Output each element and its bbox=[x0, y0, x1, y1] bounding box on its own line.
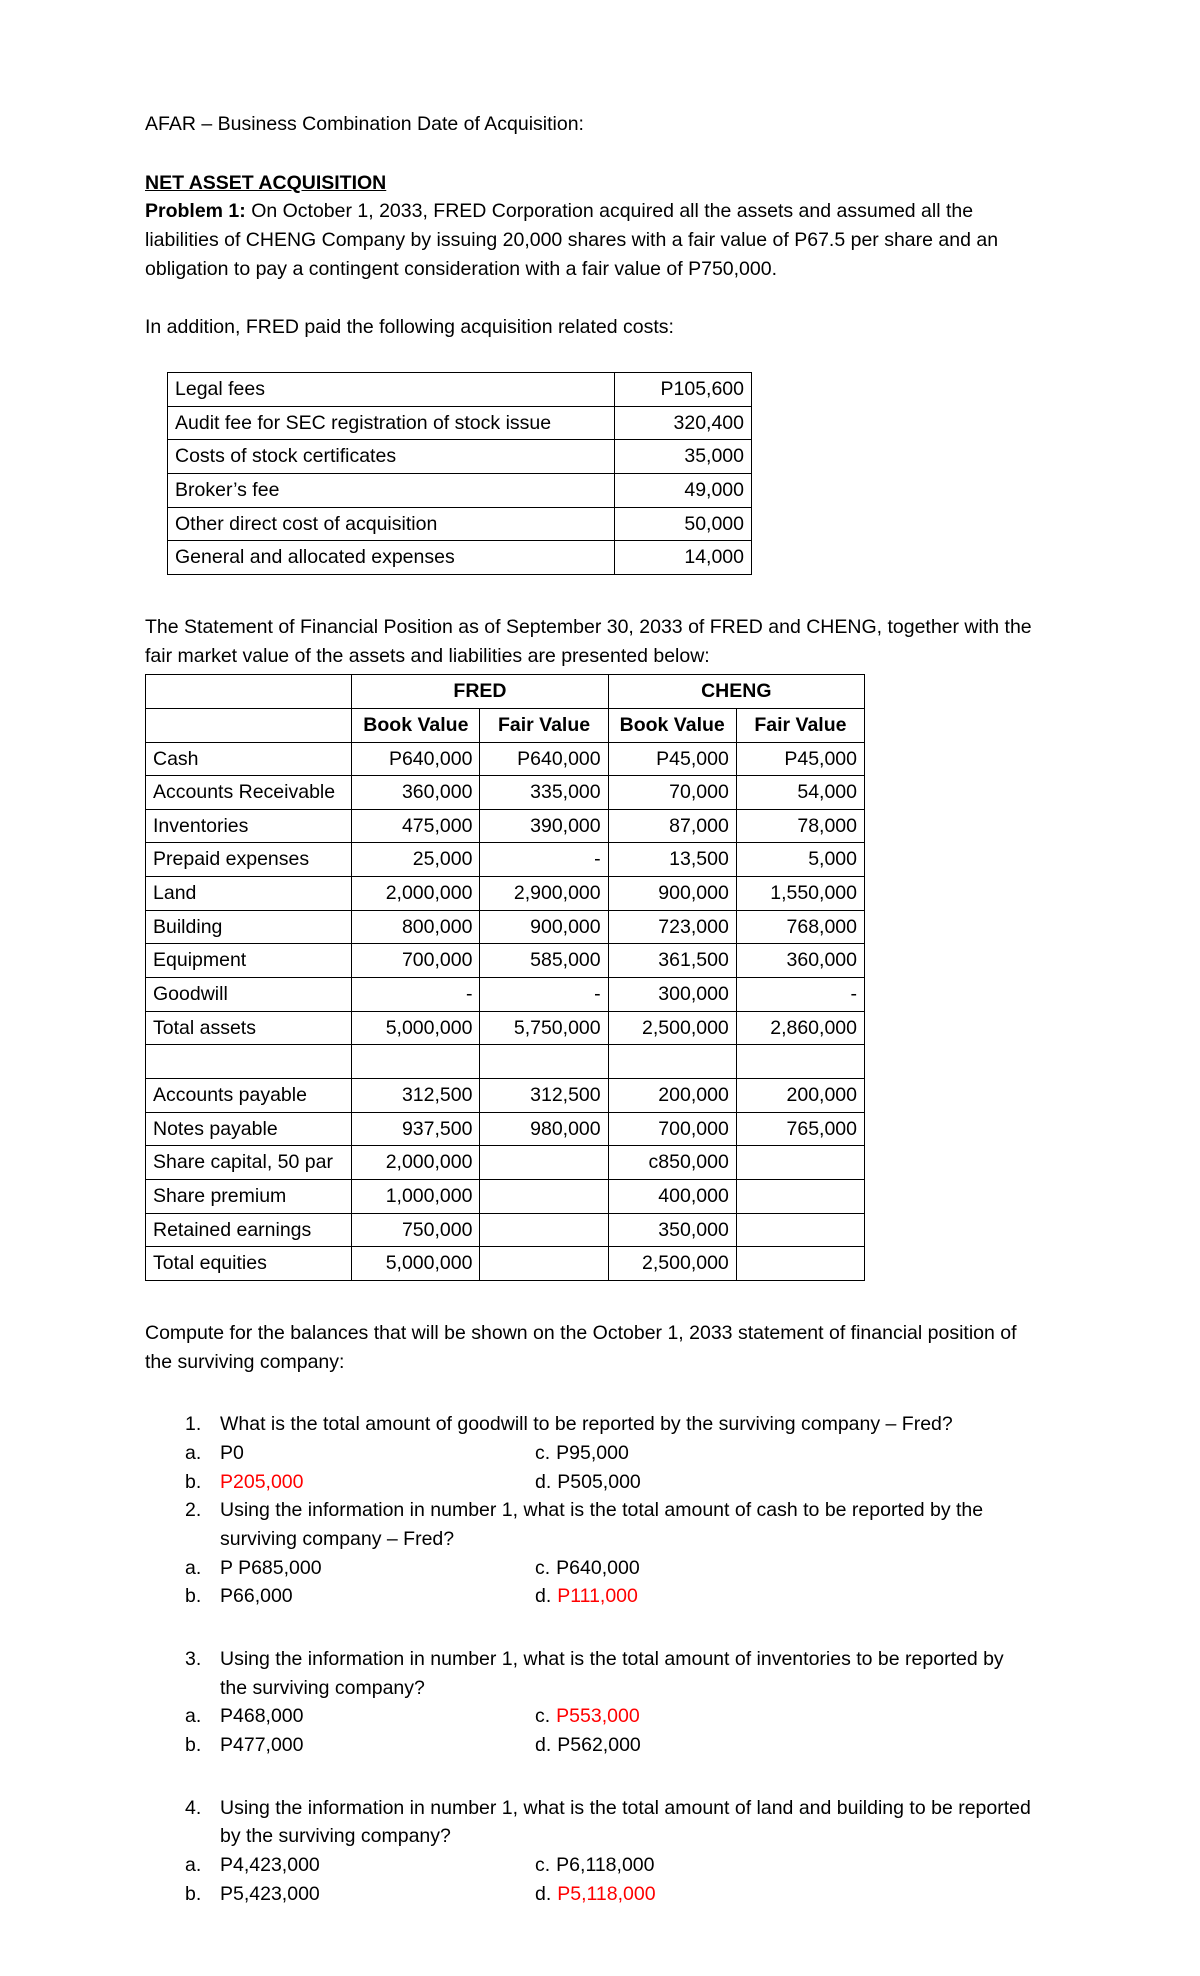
cell-fred-fair: 980,000 bbox=[480, 1112, 608, 1146]
cell-fred-book: 2,000,000 bbox=[352, 877, 480, 911]
table-row bbox=[146, 1112, 865, 1146]
question-text: Using the information in number 1, what is the total amount of cash to be reported by the surviving company – Fred? bbox=[220, 1499, 984, 1550]
section-heading bbox=[145, 169, 1035, 198]
table-row bbox=[146, 978, 865, 1012]
problem-paragraph bbox=[145, 197, 1035, 283]
option-letter-a: a. bbox=[185, 1556, 202, 1579]
document-body bbox=[145, 110, 1035, 1908]
option-row bbox=[180, 1554, 1035, 1583]
question-number: 3. bbox=[185, 1647, 202, 1670]
table-row bbox=[146, 1213, 865, 1247]
option-letter-b: b. bbox=[185, 1470, 202, 1493]
question-item bbox=[180, 1794, 1035, 1909]
option-d[interactable] bbox=[535, 1880, 1035, 1909]
option-b[interactable] bbox=[180, 1731, 535, 1760]
question-item bbox=[180, 1645, 1035, 1760]
option-letter-d: d. bbox=[535, 1585, 552, 1608]
header-fred-book-value: Book Value bbox=[352, 708, 480, 742]
cell-cheng-fair: 2,860,000 bbox=[736, 1011, 864, 1045]
question-prompt-line bbox=[180, 1645, 1035, 1702]
option-c[interactable] bbox=[535, 1554, 1035, 1583]
cell-cheng-fair: 5,000 bbox=[736, 843, 864, 877]
cell-cheng-book: 700,000 bbox=[608, 1112, 736, 1146]
row-label: Retained earnings bbox=[146, 1213, 352, 1247]
row-label: Building bbox=[146, 910, 352, 944]
cell-fred-fair bbox=[480, 1180, 608, 1214]
table-row bbox=[146, 1079, 865, 1113]
cell-cheng-book: 400,000 bbox=[608, 1180, 736, 1214]
cell-fred-book: 2,000,000 bbox=[352, 1146, 480, 1180]
problem-label: Problem 1: bbox=[145, 200, 246, 223]
spacer bbox=[145, 139, 1035, 169]
spacer bbox=[180, 1611, 1035, 1645]
cost-label: General and allocated expenses bbox=[168, 541, 615, 575]
cell-fred-book: 800,000 bbox=[352, 910, 480, 944]
cell-fred-book: 5,000,000 bbox=[352, 1011, 480, 1045]
question-text: Using the information in number 1, what is the total amount of inventories to be reported by the surviving company? bbox=[220, 1647, 1004, 1699]
questions-list bbox=[145, 1410, 1035, 1908]
table-row bbox=[168, 507, 752, 541]
cost-label: Broker’s fee bbox=[168, 473, 615, 507]
row-label: Accounts Receivable bbox=[146, 776, 352, 810]
table-spacer-row bbox=[146, 1045, 865, 1079]
cost-label: Costs of stock certificates bbox=[168, 440, 615, 474]
question-prompt-line bbox=[180, 1794, 1035, 1851]
cell-cheng-book: 300,000 bbox=[608, 978, 736, 1012]
cell-fred-book: 5,000,000 bbox=[352, 1247, 480, 1281]
table-row bbox=[168, 440, 752, 474]
section-heading-text: NET ASSET ACQUISITION bbox=[145, 171, 387, 194]
option-d[interactable] bbox=[535, 1582, 1035, 1611]
spacer bbox=[145, 283, 1035, 313]
cell-cheng-fair: 78,000 bbox=[736, 809, 864, 843]
option-row bbox=[180, 1468, 1035, 1497]
financial-position-table bbox=[145, 674, 865, 1281]
spacer bbox=[145, 575, 1035, 613]
cell-fred-book: 360,000 bbox=[352, 776, 480, 810]
table-row bbox=[146, 944, 865, 978]
cell-fred-fair bbox=[480, 1247, 608, 1281]
cost-amount: P105,600 bbox=[615, 372, 752, 406]
cell-fred-book: 937,500 bbox=[352, 1112, 480, 1146]
question-number: 2. bbox=[185, 1499, 202, 1522]
cell-fred-book: 475,000 bbox=[352, 809, 480, 843]
row-label: Inventories bbox=[146, 809, 352, 843]
option-d[interactable] bbox=[535, 1468, 1035, 1497]
problem-text: On October 1, 2033, FRED Corporation acquired all the assets and assumed all the liabilities of CHENG Company by issuing 20,000 shares with a fair value of P67.5 per share and an obligation to pay a contingent consideration with a fair value of P750,000. bbox=[145, 200, 999, 280]
cell-fred-book: 1,000,000 bbox=[352, 1180, 480, 1214]
header-company-cheng: CHENG bbox=[608, 675, 864, 709]
document-header-line: AFAR – Business Combination Date of Acquisition: bbox=[145, 113, 584, 135]
cell-fred-book: P640,000 bbox=[352, 742, 480, 776]
cell-fred-fair: 312,500 bbox=[480, 1079, 608, 1113]
spacer bbox=[145, 1281, 1035, 1319]
row-label: Total assets bbox=[146, 1011, 352, 1045]
option-letter-d: d. bbox=[535, 1882, 552, 1905]
header-cheng-fair-value: Fair Value bbox=[736, 708, 864, 742]
option-c[interactable] bbox=[535, 1439, 1035, 1468]
option-text-d: P5,118,000 bbox=[557, 1882, 656, 1905]
table-row bbox=[146, 910, 865, 944]
option-letter-d: d. bbox=[535, 1733, 552, 1756]
table-row bbox=[146, 1011, 865, 1045]
cost-label: Audit fee for SEC registration of stock issue bbox=[168, 406, 615, 440]
cost-label: Other direct cost of acquisition bbox=[168, 507, 615, 541]
question-item bbox=[180, 1410, 1035, 1496]
option-b[interactable] bbox=[180, 1468, 535, 1497]
cell-fred-book: 312,500 bbox=[352, 1079, 480, 1113]
option-d[interactable] bbox=[535, 1731, 1035, 1760]
cell-fred-fair bbox=[480, 1213, 608, 1247]
option-text-d: P562,000 bbox=[557, 1733, 641, 1756]
option-text-c: P95,000 bbox=[556, 1441, 629, 1464]
cell-cheng-fair: 54,000 bbox=[736, 776, 864, 810]
cell-cheng-fair bbox=[736, 1180, 864, 1214]
table-row bbox=[168, 473, 752, 507]
option-letter-b: b. bbox=[185, 1585, 202, 1608]
header-blank-cell-2 bbox=[146, 708, 352, 742]
table-row bbox=[146, 742, 865, 776]
option-letter-d: d. bbox=[535, 1470, 552, 1493]
cell-cheng-book: 13,500 bbox=[608, 843, 736, 877]
table-row bbox=[146, 877, 865, 911]
row-label: Notes payable bbox=[146, 1112, 352, 1146]
option-text-b: P205,000 bbox=[220, 1470, 304, 1493]
spacer-cell bbox=[608, 1045, 736, 1079]
row-label: Total equities bbox=[146, 1247, 352, 1281]
costs-intro: In addition, FRED paid the following acquisition related costs: bbox=[145, 316, 674, 339]
cell-cheng-fair: 768,000 bbox=[736, 910, 864, 944]
question-text: Using the information in number 1, what is the total amount of land and building to be reported by the surviving company? bbox=[220, 1796, 1031, 1848]
spacer-cell bbox=[736, 1045, 864, 1079]
option-text-a: P468,000 bbox=[220, 1705, 304, 1728]
row-label: Share capital, 50 par bbox=[146, 1146, 352, 1180]
cell-fred-book: 25,000 bbox=[352, 843, 480, 877]
option-a[interactable] bbox=[180, 1554, 535, 1583]
option-letter-a: a. bbox=[185, 1853, 202, 1876]
table-header-row-columns bbox=[146, 708, 865, 742]
option-letter-c: c. bbox=[535, 1441, 551, 1464]
option-text-c: P6,118,000 bbox=[556, 1853, 655, 1876]
cell-fred-fair: 390,000 bbox=[480, 809, 608, 843]
option-row bbox=[180, 1702, 1035, 1731]
cost-amount: 14,000 bbox=[615, 541, 752, 575]
question-number: 4. bbox=[185, 1796, 202, 1819]
cell-fred-fair: - bbox=[480, 843, 608, 877]
cell-cheng-book: 361,500 bbox=[608, 944, 736, 978]
cell-cheng-book: P45,000 bbox=[608, 742, 736, 776]
option-text-d: P111,000 bbox=[557, 1585, 638, 1608]
cell-cheng-book: c850,000 bbox=[608, 1146, 736, 1180]
cell-fred-fair: P640,000 bbox=[480, 742, 608, 776]
option-text-b: P477,000 bbox=[220, 1733, 304, 1756]
cell-cheng-fair: 765,000 bbox=[736, 1112, 864, 1146]
table-row bbox=[168, 541, 752, 575]
table-row bbox=[146, 809, 865, 843]
spacer-cell bbox=[146, 1045, 352, 1079]
option-text-c: P553,000 bbox=[556, 1705, 640, 1728]
option-row bbox=[180, 1439, 1035, 1468]
header-blank-cell bbox=[146, 675, 352, 709]
question-prompt-line bbox=[180, 1410, 1035, 1439]
question-item bbox=[180, 1496, 1035, 1611]
option-letter-c: c. bbox=[535, 1705, 551, 1728]
question-prompt-line bbox=[180, 1496, 1035, 1553]
spacer bbox=[180, 1760, 1035, 1794]
option-row bbox=[180, 1851, 1035, 1880]
option-b[interactable] bbox=[180, 1880, 535, 1909]
row-label: Goodwill bbox=[146, 978, 352, 1012]
table-row bbox=[168, 372, 752, 406]
cell-fred-fair: - bbox=[480, 978, 608, 1012]
row-label: Land bbox=[146, 877, 352, 911]
cell-cheng-book: 87,000 bbox=[608, 809, 736, 843]
cell-cheng-book: 70,000 bbox=[608, 776, 736, 810]
option-letter-c: c. bbox=[535, 1556, 551, 1579]
cell-cheng-book: 2,500,000 bbox=[608, 1011, 736, 1045]
option-text-a: P0 bbox=[220, 1441, 244, 1464]
cell-fred-book: 750,000 bbox=[352, 1213, 480, 1247]
row-label: Prepaid expenses bbox=[146, 843, 352, 877]
table-row bbox=[146, 843, 865, 877]
acquisition-costs-table bbox=[167, 372, 752, 575]
cell-fred-fair: 585,000 bbox=[480, 944, 608, 978]
row-label: Cash bbox=[146, 742, 352, 776]
cell-cheng-book: 2,500,000 bbox=[608, 1247, 736, 1281]
cost-amount: 50,000 bbox=[615, 507, 752, 541]
option-text-b: P5,423,000 bbox=[220, 1882, 320, 1905]
cell-cheng-fair: - bbox=[736, 978, 864, 1012]
option-text-a: P P685,000 bbox=[220, 1556, 322, 1579]
spacer-cell bbox=[352, 1045, 480, 1079]
cell-cheng-fair bbox=[736, 1146, 864, 1180]
cell-cheng-fair bbox=[736, 1213, 864, 1247]
cost-table-wrapper bbox=[145, 372, 1035, 575]
option-a[interactable] bbox=[180, 1851, 535, 1880]
cell-cheng-fair bbox=[736, 1247, 864, 1281]
cell-cheng-fair: 360,000 bbox=[736, 944, 864, 978]
option-row bbox=[180, 1582, 1035, 1611]
row-label: Accounts payable bbox=[146, 1079, 352, 1113]
cell-fred-fair: 900,000 bbox=[480, 910, 608, 944]
option-a[interactable] bbox=[180, 1439, 535, 1468]
table-header-row-companies bbox=[146, 675, 865, 709]
option-b[interactable] bbox=[180, 1582, 535, 1611]
option-text-c: P640,000 bbox=[556, 1556, 640, 1579]
header-fred-fair-value: Fair Value bbox=[480, 708, 608, 742]
cell-cheng-book: 723,000 bbox=[608, 910, 736, 944]
cell-fred-book: - bbox=[352, 978, 480, 1012]
cell-fred-fair: 2,900,000 bbox=[480, 877, 608, 911]
table-row bbox=[146, 1247, 865, 1281]
cell-cheng-book: 900,000 bbox=[608, 877, 736, 911]
question-text: What is the total amount of goodwill to be reported by the surviving company – Fred? bbox=[220, 1413, 953, 1436]
cost-amount: 49,000 bbox=[615, 473, 752, 507]
cell-fred-book: 700,000 bbox=[352, 944, 480, 978]
cell-fred-fair: 335,000 bbox=[480, 776, 608, 810]
cell-cheng-book: 350,000 bbox=[608, 1213, 736, 1247]
question-number: 1. bbox=[185, 1413, 202, 1436]
cell-cheng-book: 200,000 bbox=[608, 1079, 736, 1113]
cell-cheng-fair: 1,550,000 bbox=[736, 877, 864, 911]
option-c[interactable] bbox=[535, 1702, 1035, 1731]
cell-cheng-fair: 200,000 bbox=[736, 1079, 864, 1113]
cell-fred-fair bbox=[480, 1146, 608, 1180]
table-row bbox=[146, 776, 865, 810]
option-letter-b: b. bbox=[185, 1733, 202, 1756]
cost-amount: 320,400 bbox=[615, 406, 752, 440]
row-label: Equipment bbox=[146, 944, 352, 978]
compute-instruction: Compute for the balances that will be shown on the October 1, 2033 statement of financial position of the surviving company: bbox=[145, 1322, 1017, 1373]
option-row bbox=[180, 1880, 1035, 1909]
spacer-cell bbox=[480, 1045, 608, 1079]
table-row bbox=[146, 1146, 865, 1180]
cell-fred-fair: 5,750,000 bbox=[480, 1011, 608, 1045]
option-letter-a: a. bbox=[185, 1705, 202, 1728]
table-row bbox=[146, 1180, 865, 1214]
table-row bbox=[168, 406, 752, 440]
row-label: Share premium bbox=[146, 1180, 352, 1214]
option-a[interactable] bbox=[180, 1702, 535, 1731]
header-company-fred: FRED bbox=[352, 675, 608, 709]
cost-label: Legal fees bbox=[168, 372, 615, 406]
cost-amount: 35,000 bbox=[615, 440, 752, 474]
option-text-a: P4,423,000 bbox=[220, 1853, 320, 1876]
sfp-intro: The Statement of Financial Position as of September 30, 2033 of FRED and CHENG, together with the fair market value of the assets and liabilities are presented below: bbox=[145, 615, 1032, 667]
cell-cheng-fair: P45,000 bbox=[736, 742, 864, 776]
option-text-d: P505,000 bbox=[557, 1470, 641, 1493]
option-letter-b: b. bbox=[185, 1882, 202, 1905]
option-row bbox=[180, 1731, 1035, 1760]
option-letter-c: c. bbox=[535, 1853, 551, 1876]
option-letter-a: a. bbox=[185, 1441, 202, 1464]
option-c[interactable] bbox=[535, 1851, 1035, 1880]
option-text-b: P66,000 bbox=[220, 1585, 293, 1608]
header-cheng-book-value: Book Value bbox=[608, 708, 736, 742]
